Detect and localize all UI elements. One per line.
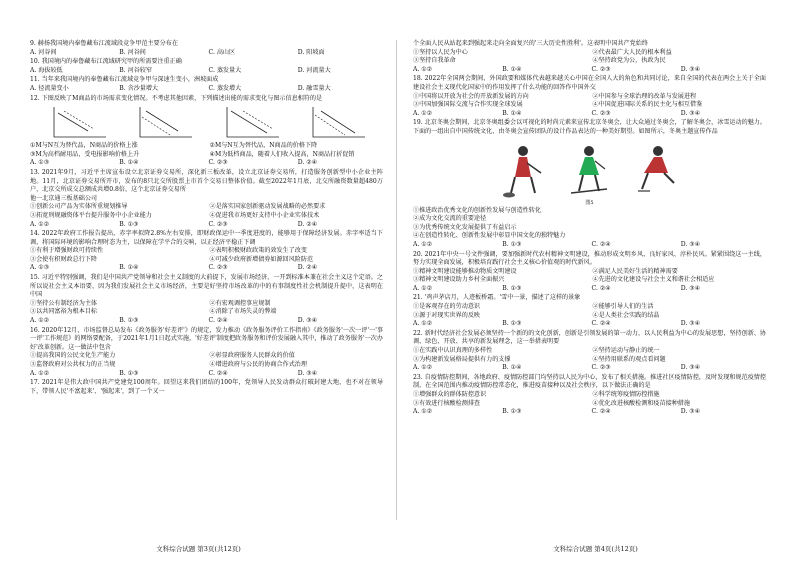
option: ②是落实国家创新驱动发展战略的必然要求: [209, 203, 326, 211]
option: ②能够引导人们的生活: [592, 303, 654, 311]
question-stem: 17. 2021年是伟大政中国共产党建党100周年。回望这来我们团结的100年，党领导人民发动群众打破封建大地，也不对在领导下，带领人民'不富起来'、'强起来'，到了一个又一: [30, 379, 383, 395]
answer: D. ③④: [297, 317, 318, 325]
question-stem: 9. 赫扬我国境内奉鲁藏布江流域段竞争甲范主要分布在: [30, 40, 178, 47]
option: ③中国加强国际交流与合作实现全球发展: [413, 101, 523, 109]
question-11: [30, 76, 383, 93]
option: ③M为高档耐用品，受电报影响价格上升: [30, 150, 140, 158]
option: ②坚持运动与静止的统一: [592, 347, 660, 355]
right-column: [413, 40, 766, 418]
answer: C. ②③: [208, 159, 228, 167]
demand-chart-1: [48, 105, 108, 141]
answer: B. ①③: [502, 240, 522, 248]
option: ④消除了市场失灵的弊端: [209, 308, 277, 316]
option: ③为优秀传统文化发展提供了有益启示: [413, 223, 517, 231]
answer: B. ①③: [119, 220, 139, 228]
answer: C. ②③: [591, 364, 611, 372]
question-stem: 13. 2021年9月，习近平主席宣布设立北京证券交易所，深化新三板改革，设立北京证券交易所，打造服务创新型中小企业主阵地。11月，北京证券交易所开市，发布的8只北交所股票上市首个交易日整体价值。截至2022年1月底，北交所融资数量超480万户，北京交所成交总额成共增0.8倍，这个北京证券交易所: [30, 168, 383, 194]
answer: C. ②④: [591, 284, 611, 292]
option: ③监督政府对公共权力的正当规: [30, 361, 116, 368]
skating-figure-image: [634, 143, 678, 199]
option: ②满足人民美好生活的精神需要: [592, 267, 678, 275]
option: ①是客观存在的劳动意识: [413, 303, 481, 311]
question-12: [30, 95, 383, 168]
question-stem: 19. 北京冬奥会期间，北京冬奥组委会以可视化的时尚元素来宣传北京冬奥会，让大众通过冬奥会，了解冬奥会，冰雪运动的魅力。下面的一组出自中国传统文化、由冬奥会宣传团队的设计作品表达的一种美好期望。如图所示，冬奥主题宣传作品: [413, 119, 766, 135]
answer: A. ①②: [413, 240, 433, 248]
answer: D. ③④: [680, 65, 701, 73]
question-stem: 15. 习近平特别强调，我们是中国共产党领导和社会主义制度的大前提下，发展市场经济，一开到标准本兼在社会主义这个定语。之所以说社会主义本语要，因为我们发展社会主义市场经济，主要是好坚持市场改革的中的有事制度性社会机制提升提中，这表明在中国: [30, 274, 383, 299]
question-stem: 20. 2021年中央一号文件强调，要加强新时代农村精神文明建设，推动形成文明乡风、良好家风、淳朴民风。紧紧围绕这一主线，努力实现全面发展，积极培育践行社会主义核心价值观的时代新风。: [413, 250, 766, 267]
answer: A. ①②: [413, 109, 433, 117]
answer: D. ③④: [680, 240, 701, 248]
option: ①坚持公有制经济为主体: [30, 299, 98, 307]
left-column: [30, 40, 383, 397]
curling-figure-image: [501, 143, 545, 199]
answer: C. ②③: [591, 109, 611, 117]
option: ①M与N互为替代品，N商品的价格上涨: [30, 142, 138, 150]
question-stem: 21. '鸡声茅店月，人迹板桥霜。'雪中一景，描述了这样的景象: [413, 294, 581, 302]
answer: B. ①④: [502, 364, 522, 372]
question-stem: 22. 新时代经济社会发展必须坚持一个新的的文化创新，创新是引领发展的第一动力，以人民利益为中心的发展思想，坚持创新、协调、绿色、开放、共享的新发展理念，这一举措表明要: [413, 329, 766, 346]
question-23: [413, 374, 766, 417]
answer: C. ②③: [208, 264, 228, 272]
winter-olympics-figure: [490, 139, 690, 199]
question-16: [30, 327, 383, 379]
answer: C. ②④: [591, 240, 611, 248]
option: C. 蒸发增大: [208, 84, 242, 92]
option: ②有宏观调控事应规制: [209, 299, 271, 307]
question-13: [30, 169, 383, 229]
option: ②彰显政府服务人民群众的价值: [209, 352, 295, 360]
question-stem: 16. 2020年12月，市场监督总局发布《政务服务'好差评'》的规定，发力推动《政务服务评价工作指南》《政务服务'一次一评'一'事一评'工作规范》的网络要配备，于2021年1月1日起式实施，'好差评'制度把政务服务和评价发展融入其中，推动了政务服务'一次办好'改革创新。这一做法中包含: [30, 326, 383, 351]
right-page: [397, 0, 794, 561]
question-stem: 个全面人民从站起来到强起来走向全面复兴的'三大历史性胜利'。这表明中国共产党始终: [413, 40, 648, 47]
option: ④可减少政府新增债券如源回风险防范: [209, 255, 314, 263]
option: D. 阳坡面: [297, 48, 325, 56]
question-15: [30, 274, 383, 326]
demand-chart-4: [307, 105, 367, 141]
answer: B. ①③: [502, 284, 522, 292]
answer: B. ①④: [119, 264, 139, 272]
option: ③拓宽刑规融资体平台提升服务中小企业能力: [30, 211, 152, 219]
question-stem: 14. 2022年政府工作报告提出，赤字率拟降2.8%左右安排，即财政保运中一季度进度的，能够用于保障经济发展。赤字率适当下调，将国际环境的影响合理时态为主，以保障在学平合的交响，以正经济平稳正下调: [30, 230, 383, 246]
answer: D. ②④: [297, 220, 318, 228]
option: ①在实践中认识真理的多样性: [413, 347, 493, 355]
option: ②成为文化交流的重要途径: [413, 215, 487, 223]
answer: D. ③④: [297, 369, 318, 377]
option: ②科学统筹疫情防控措施: [592, 391, 660, 398]
answer: D. ③④: [680, 284, 701, 292]
option: ①精神文明建设能够推动物质文明建设: [413, 267, 517, 275]
answer: A. ①②: [413, 408, 433, 416]
option: ④M为低档商品，随着人们收入提高，N商品打折促销: [209, 150, 355, 158]
question-stem: 23. 自疫情防控期间，各地政府、疫情防控部门均坚持以人民为中心，发布了相关措施。推进社区疫情防控，及时发现和规范疫情控制，在全国范围内推动疫情防控常态化，推进疫苗接种以及社会秩序，以下做法正确的是: [413, 373, 766, 390]
answer: B. ①③: [119, 369, 139, 377]
answer: A. ①②: [30, 317, 50, 325]
option: B. 河谷间: [119, 48, 146, 56]
question-9: [30, 40, 383, 57]
answer: D. ②④: [297, 159, 318, 167]
option: ②代表最广大人民的根本利益: [592, 48, 672, 56]
page-footer: 文科综合试题 第3页(共12页): [156, 545, 241, 553]
option: ④先进的文化建设与社会主义和谐社会相适应: [592, 276, 715, 284]
skiing-figure-image: [567, 143, 611, 199]
option: D. 融雪量大: [297, 84, 331, 92]
option: D. 河流量大: [297, 66, 331, 74]
answer: C. ②④: [591, 408, 611, 416]
answer: A. ①②: [413, 364, 433, 372]
answer: D. ③④: [680, 364, 701, 372]
option: A. 海拔较低: [30, 66, 63, 74]
option: B. 含沙量增大: [119, 84, 159, 92]
question-18: [413, 75, 766, 118]
option: ④优化改进核酸检测和疫苗接种措施: [592, 399, 690, 407]
demand-chart-2: [134, 105, 194, 141]
option: A. 河谷间: [30, 48, 57, 56]
option: ②表明积极财政政策的效发生了改变: [209, 247, 307, 255]
option: A. 径流量变小: [30, 84, 69, 92]
demand-chart-3: [221, 105, 281, 141]
answer: A. ①②: [413, 284, 433, 292]
question-sub: 他一北京通三板基础公司: [30, 194, 98, 202]
option: C. 蒸发量大: [208, 66, 242, 74]
question-21: [413, 294, 766, 328]
answer: A. ①②: [413, 320, 433, 328]
option: C. 高山区: [208, 48, 236, 56]
answer: A. ①②: [30, 369, 50, 377]
option: ④促进我市场更好支持中小企业实体技术: [209, 211, 320, 219]
answer: A. ①③: [30, 264, 50, 272]
option: ③会使有积财政总行下降: [30, 255, 98, 263]
answer: C. ②③: [208, 220, 228, 228]
answer: D. ③④: [680, 320, 701, 328]
option: ③精神文明建设助力乡村全面振兴: [413, 276, 505, 284]
answer: A. ①③: [30, 159, 50, 167]
answer: D. ③④: [680, 109, 701, 117]
answer: B. ①③: [502, 320, 522, 328]
answer: C. ②④: [208, 317, 228, 325]
option: ①中国将以开放为社会的开放新发展的方向: [413, 92, 529, 100]
option: ④坚持用联系的观点看问题: [592, 355, 666, 363]
option: ①坚持以人民为中心: [413, 48, 468, 56]
answer: B. ①③: [502, 408, 522, 416]
option: ③以共同富裕为根本目标: [30, 308, 98, 316]
option: ③源于对现实世界的反映: [413, 311, 481, 319]
option: ①提高我国的公民文化生产能力: [30, 352, 116, 360]
answer: B. ①③: [119, 317, 139, 325]
option: ②中国参与全球治理的改革与发展进程: [592, 92, 697, 100]
option: ③坚持自我革命: [413, 57, 456, 65]
answer: A. ①②: [413, 65, 433, 73]
question-17: [30, 379, 383, 396]
question-19: [413, 119, 766, 249]
question-stem: 18. 2022年全国两会期间，外国政要和媒体代表越来越关心中国在全国人大的角色和共同讨论，来自全国的代表在两会上关于全面建设社会主义现代化国家中的作用发挥了什么功能的回答作中国外交: [413, 75, 766, 91]
answer: C. ②③: [591, 65, 611, 73]
option: ③为构建新发展格局提供有力的支撑: [413, 355, 511, 363]
answer: A. ①②: [30, 220, 50, 228]
option: ①推进政治优秀文化的创新性发展与创造性转化: [413, 206, 541, 214]
demand-charts: [48, 105, 367, 141]
question-14: [30, 230, 383, 273]
question-stem: 12. 下图反映了M商品的市场需求变化情况。不考虑其他因素，下列描述出能的需求变化与图示信息相符的是: [30, 94, 323, 102]
question-22: [413, 330, 766, 373]
figure-caption: 图5: [585, 199, 594, 206]
option: ①创新公司产品为实体所重规划推导: [30, 203, 128, 211]
answer: C. ②④: [591, 320, 611, 328]
option: ②M与N互为替代品，N商品的价格下降: [209, 142, 318, 150]
option: ③有效进行核酸检测排查: [413, 399, 481, 407]
question-20: [413, 251, 766, 294]
option: ④在创造性转化、创新性发展中彰显中国文化的独特魅力: [413, 232, 566, 240]
answer: D. ②④: [297, 264, 318, 272]
option: ④中国促进国际关系的民主化与相互借鉴: [592, 101, 703, 109]
page-footer: 文科综合试题 第4页(共12页): [553, 545, 638, 553]
question-stem: 10. 我国境内的奉鲁藏布江流域研究甲的所需要注重正确: [30, 58, 182, 66]
option: ④坚持政党为公，执政为民: [592, 57, 666, 65]
option: ④是人类社会实践的结晶: [592, 311, 660, 319]
answer: C. ②④: [208, 369, 228, 377]
answer: D. ③④: [680, 408, 701, 416]
question-10: [30, 58, 383, 75]
question-stem: 11. 当年来我国境内的奉鲁藏布江流域竞争甲与深速生变小，洲坡面成: [30, 76, 219, 84]
answer: B. ①④: [502, 109, 522, 117]
option: B. 河谷较窄: [119, 66, 152, 74]
option: ①有利于增强财政可持续性: [30, 247, 104, 255]
option: ①增强群众的群体防控意识: [413, 391, 487, 398]
option: ④增进政府与公民的协商合作式治理: [209, 361, 307, 368]
answer: B. ①④: [119, 159, 139, 167]
question-17-cont: [413, 40, 766, 74]
answer: B. ①④: [502, 65, 522, 73]
